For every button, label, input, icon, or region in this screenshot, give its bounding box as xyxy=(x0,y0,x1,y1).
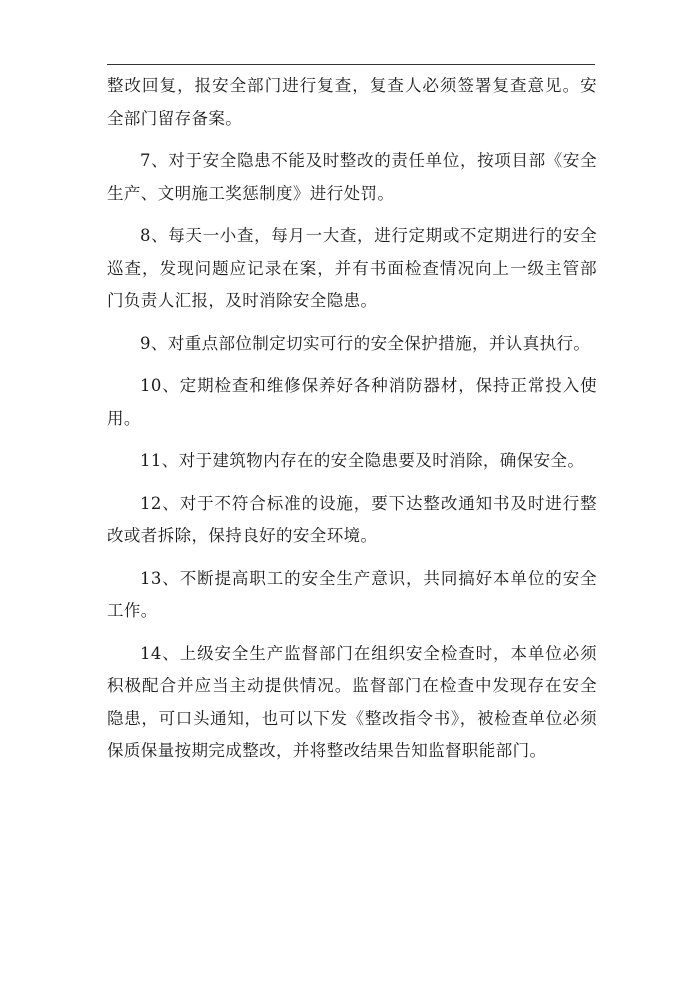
paragraph-item-9: 9、对重点部位制定切实可行的安全保护措施，并认真执行。 xyxy=(140,333,591,353)
paragraph-item-12: 12、对于不符合标准的设施，要下达整改通知书及时进行整改或者拆除，保持良好的安全环境。 xyxy=(107,493,597,545)
paragraph-item-8: 8、每天一小查，每月一大查，进行定期或不定期进行的安全巡查，发现问题应记录在案，并有书面检查情况向上一级主管部门负责人汇报，及时消除安全隐患。 xyxy=(107,226,597,310)
paragraph-continued: 整改回复，报安全部门进行复查，复查人必须签署复查意见。安全部门留存备案。 xyxy=(107,76,597,128)
document-body xyxy=(107,70,597,778)
header-rule xyxy=(107,64,595,65)
paragraph-item-7: 7、对于安全隐患不能及时整改的责任单位，按项目部《安全生产、文明施工奖惩制度》进行处罚。 xyxy=(107,151,597,203)
paragraph-item-10: 10、定期检查和维修保养好各种消防器材，保持正常投入使用。 xyxy=(107,376,597,428)
paragraph-item-13: 13、不断提高职工的安全生产意识，共同搞好本单位的安全工作。 xyxy=(107,568,597,620)
paragraph-item-11: 11、对于建筑物内存在的安全隐患要及时消除，确保安全。 xyxy=(140,451,585,470)
paragraph-item-14: 14、上级安全生产监督部门在组织安全检查时，本单位必须积极配合并应当主动提供情况。监督部门在检查中发现存在安全隐患，可口头通知，也可以下发《整改指令书》，被检查单位必须保质保量按期完成整改，并将整改结果告知监督职能部门。 xyxy=(107,643,597,760)
